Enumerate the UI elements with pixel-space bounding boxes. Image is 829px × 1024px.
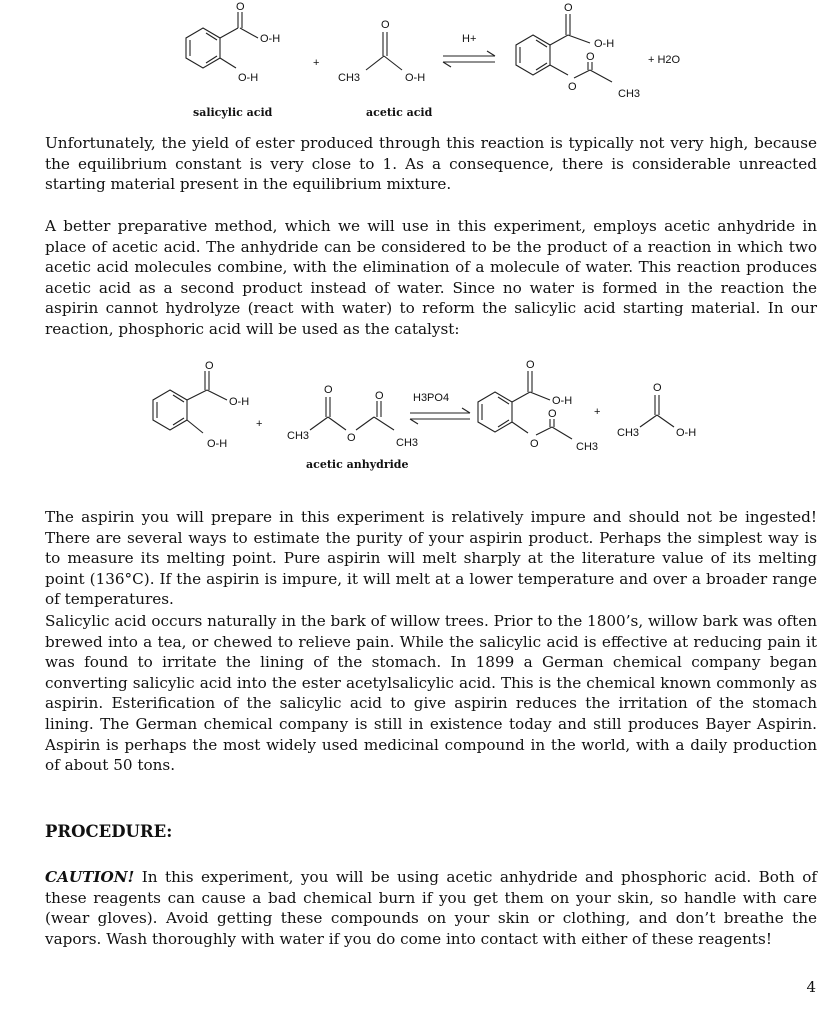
hydroxyl-label: O-H: [229, 396, 250, 408]
caution-paragraph: [45, 867, 817, 949]
carbonyl-o-label: O: [526, 359, 535, 371]
aspirin-structure: [478, 359, 601, 453]
caution-text: In this experiment, you will be using acetic anhydride and phosphoric acid. Both of these reagents can cause a bad chemical burn if you get them on your skin, so handle with care (wear gloves). Avoid getting these compounds on your skin or clothing, and don’t breathe the vapors. Wash thoroughly with water if you do come into contact with either of these reagents!: [45, 868, 817, 948]
equilibrium-arrow: [443, 33, 495, 67]
plus-sign: +: [256, 418, 263, 430]
hydroxyl-label: O-H: [594, 38, 615, 50]
methyl-label: CH3: [618, 88, 641, 100]
carbonyl-o-label: O: [324, 384, 333, 396]
methyl-label: CH3: [287, 430, 310, 442]
salicylic-acid-structure: [186, 1, 280, 84]
aspirin-structure: [516, 2, 640, 100]
acetic-anhydride-structure: [287, 384, 418, 449]
ester-o-label: O: [568, 81, 577, 93]
reaction-scheme-2: [0, 355, 829, 480]
carbonyl-o-label: O: [205, 360, 214, 372]
hydroxyl-label: O-H: [676, 427, 697, 439]
phenol-label: O-H: [238, 72, 259, 84]
paragraph-better-method: A better preparative method, which we will use in this experiment, employs acetic anhydride in place of acetic acid. The anhydride can be considered to be the product of a reaction in which two acetic acid molecules combine, with the elimination of a molecule of water. This reaction produces acetic acid as a second product instead of water. Since no water is formed in the reaction the aspirin cannot hydrolyze (react with water) to reform the salicylic acid starting material. In our reaction, phosphoric acid will be used as the catalyst:: [45, 217, 817, 338]
hydroxyl-label: O-H: [260, 33, 281, 45]
ester-carbonyl-o-label: O: [548, 408, 557, 420]
methyl-label: CH3: [617, 427, 640, 439]
carbonyl-o-label: O: [381, 19, 390, 31]
carbonyl-o-label: O: [375, 390, 384, 402]
page-number: 4: [806, 978, 816, 996]
catalyst-label: H+: [462, 33, 477, 45]
paragraph-yield: Unfortunately, the yield of ester produced through this reaction is typically not very high, because the equilibrium constant is very close to 1. As a consequence, there is considerable unreacted starting material present in the equilibrium mixture.: [45, 134, 817, 194]
procedure-heading: PROCEDURE:: [45, 822, 173, 841]
bridge-o-label: O: [347, 432, 356, 444]
paragraph-history: Salicylic acid occurs naturally in the bark of willow trees. Prior to the 1800’s, willow bark was often brewed into a tea, or chewed to relieve pain. While the salicylic acid is effective at reducing pain it was found to irritate the lining of the stomach. In 1899 a German chemical company began converting salicylic acid into the ester acetylsalicylic acid. This is the chemical known commonly as aspirin. Esterification of the salicylic acid to give aspirin reduces the irritation of the stomach lining. The German chemical company is still in existence today and still produces Bayer Aspirin. Aspirin is perhaps the most widely used medicinal compound in the world, with a daily production of about 50 tons.: [45, 612, 817, 775]
carbonyl-o-label: O: [564, 2, 573, 14]
ester-carbonyl-o-label: O: [586, 51, 595, 63]
plus-sign: +: [594, 406, 601, 418]
salicylic-acid-caption: salicylic acid: [193, 106, 273, 119]
salicylic-acid-structure: [153, 360, 249, 450]
paragraph-purity: The aspirin you will prepare in this experiment is relatively impure and should not be ingested! There are several ways to estimate the purity of your aspirin product. Perhaps the simplest way is to measure its melting point. Pure aspirin will melt sharply at the literature value of its melting point (136°C). If the aspirin is impure, it will melt at a lower temperature and over a broader range of temperatures.: [45, 508, 817, 609]
phenol-label: O-H: [207, 438, 228, 450]
acetic-anhydride-caption: acetic anhydride: [306, 458, 409, 471]
ester-o-label: O: [530, 438, 539, 450]
acetic-acid-structure: [338, 19, 425, 84]
water-product-label: + H2O: [648, 54, 681, 66]
hydroxyl-label: O-H: [405, 72, 426, 84]
methyl-label: CH3: [338, 72, 361, 84]
hydroxyl-label: O-H: [552, 395, 573, 407]
catalyst-label: H3PO4: [413, 392, 450, 404]
methyl-label: CH3: [396, 437, 419, 449]
methyl-label: CH3: [576, 441, 599, 453]
caution-label: CAUTION!: [45, 868, 135, 886]
reaction-scheme-1: [0, 0, 829, 125]
acetic-acid-structure: [617, 382, 696, 439]
carbonyl-o-label: O: [236, 1, 245, 13]
carbonyl-o-label: O: [653, 382, 662, 394]
equilibrium-arrow: [410, 392, 470, 424]
plus-sign: +: [313, 57, 320, 69]
acetic-acid-caption: acetic acid: [366, 106, 433, 119]
